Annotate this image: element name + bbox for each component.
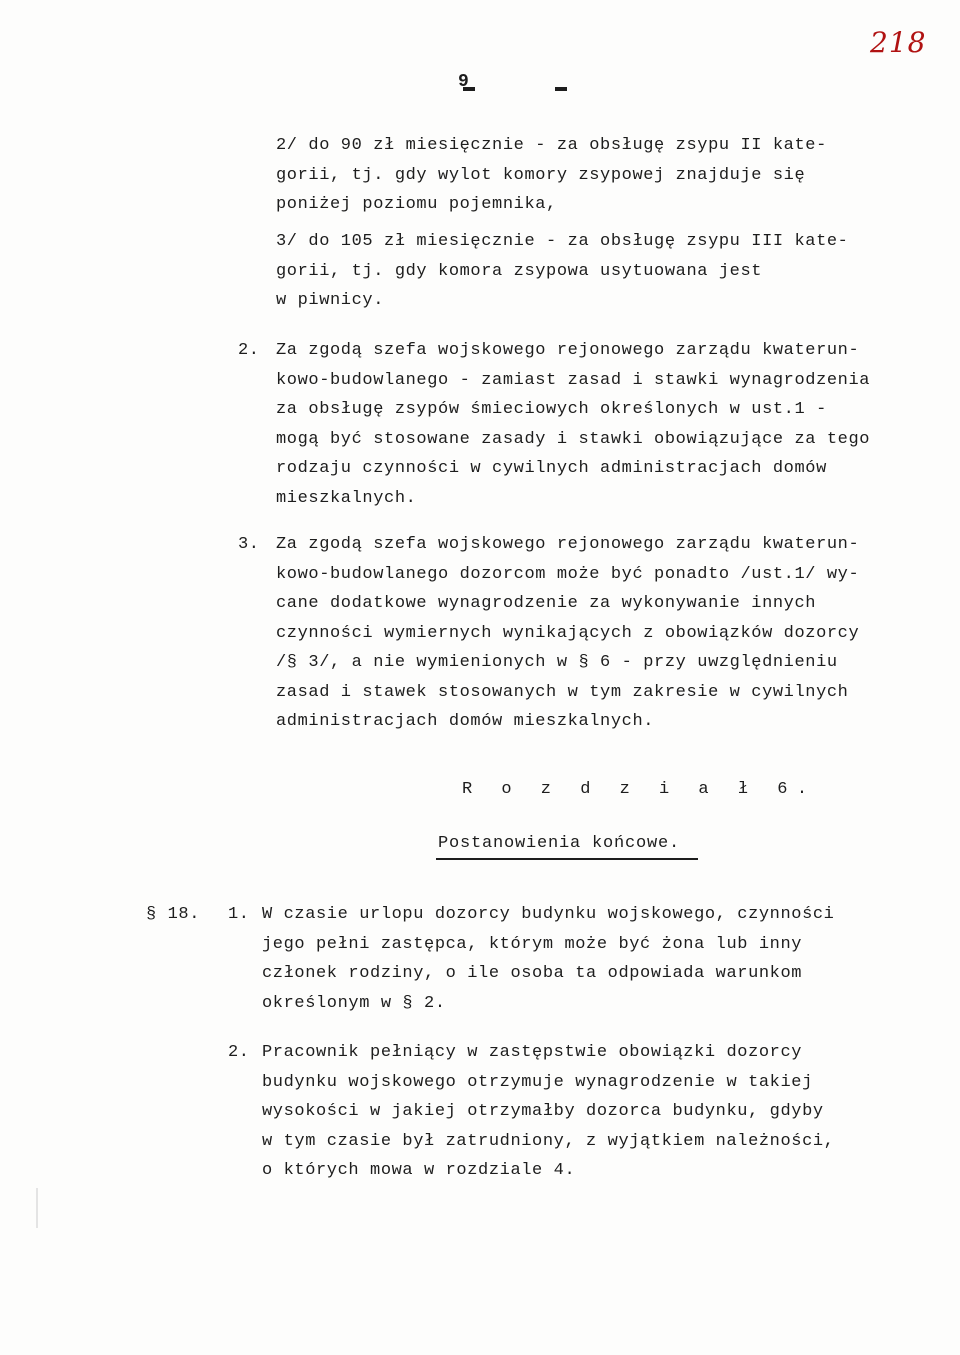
text-line: Pracownik pełniący w zastępstwie obowiązki dozorcy bbox=[262, 1043, 803, 1062]
scan-mark bbox=[36, 1188, 38, 1228]
text-line: mieszkalnych. bbox=[276, 488, 417, 508]
text-line: poniżej poziomu pojemnika, bbox=[276, 195, 557, 214]
text-line: budynku wojskowego otrzymuje wynagrodzenie w takiej bbox=[262, 1072, 813, 1092]
text-line: gorii, tj. gdy wylot komory zsypowej znajduje się bbox=[276, 165, 806, 185]
text-line: czynności wymiernych wynikających z obowiązków dozorcy bbox=[276, 623, 860, 643]
text-line: za obsługę zsypów śmieciowych określonych w ust.1 - bbox=[276, 400, 827, 419]
text-line: /§ 3/, a nie wymienionych w § 6 - przy uwzględnieniu bbox=[276, 653, 838, 672]
text-line: w tym czasie był zatrudniony, z wyjątkiem należności, bbox=[262, 1131, 835, 1151]
paragraph-3 bbox=[276, 530, 859, 737]
section-18-mark: § 18. bbox=[146, 905, 201, 924]
handwritten-page-number: 218 bbox=[870, 26, 927, 59]
section-18-item-1 bbox=[262, 900, 835, 1018]
text-line: w piwnicy. bbox=[276, 291, 385, 310]
chapter-label: R o z d z i a ł 6. bbox=[462, 780, 817, 799]
text-line: zasad i stawek stosowanych w tym zakresie w cywilnych bbox=[276, 682, 849, 702]
clause-2-block bbox=[276, 131, 827, 220]
text-line: 2/ do 90 zł miesięcznie - za obsługę zsypu II kate- bbox=[276, 136, 827, 155]
text-line: W czasie urlopu dozorcy budynku wojskowego, czynności bbox=[262, 905, 835, 924]
clause-3-block bbox=[276, 227, 849, 316]
text-line: jego pełni zastępca, którym może być żona lub inny bbox=[262, 934, 803, 954]
text-line: określonym w § 2. bbox=[262, 993, 446, 1013]
paragraph-2-number: 2. bbox=[238, 341, 260, 360]
chapter-title: Postanowienia końcowe. bbox=[438, 834, 681, 853]
text-line: 3/ do 105 zł miesięcznie - za obsługę zsypu III kate- bbox=[276, 232, 849, 251]
page-number: 9 bbox=[458, 72, 470, 92]
text-line: cane dodatkowe wynagrodzenie za wykonywanie innych bbox=[276, 594, 817, 613]
text-line: kowo-budowlanego - zamiast zasad i stawki wynagrodzenia bbox=[276, 370, 871, 390]
section-18-item-2-number: 2. bbox=[228, 1043, 250, 1062]
text-line: członek rodziny, o ile osoba ta odpowiada warunkom bbox=[262, 964, 803, 983]
text-line: rodzaju czynności w cywilnych administracjach domów bbox=[276, 459, 827, 478]
paragraph-2 bbox=[276, 336, 870, 513]
text-line: Za zgodą szefa wojskowego rejonowego zarządu kwaterun- bbox=[276, 535, 860, 554]
page-number-dash-right bbox=[555, 87, 567, 91]
text-line: o których mowa w rozdziale 4. bbox=[262, 1161, 576, 1180]
text-line: mogą być stosowane zasady i stawki obowiązujące za tego bbox=[276, 429, 871, 449]
text-line: gorii, tj. gdy komora zsypowa usytuowana jest bbox=[276, 261, 763, 281]
text-line: Za zgodą szefa wojskowego rejonowego zarządu kwaterun- bbox=[276, 341, 860, 360]
text-line: administracjach domów mieszkalnych. bbox=[276, 712, 655, 731]
section-18-item-1-number: 1. bbox=[228, 905, 250, 924]
section-18-item-2 bbox=[262, 1038, 835, 1186]
paragraph-3-number: 3. bbox=[238, 535, 260, 554]
chapter-title-underline bbox=[436, 858, 698, 860]
text-line: kowo-budowlanego dozorcom może być ponadto /ust.1/ wy- bbox=[276, 564, 860, 584]
text-line: wysokości w jakiej otrzymałby dozorca budynku, gdyby bbox=[262, 1102, 824, 1121]
